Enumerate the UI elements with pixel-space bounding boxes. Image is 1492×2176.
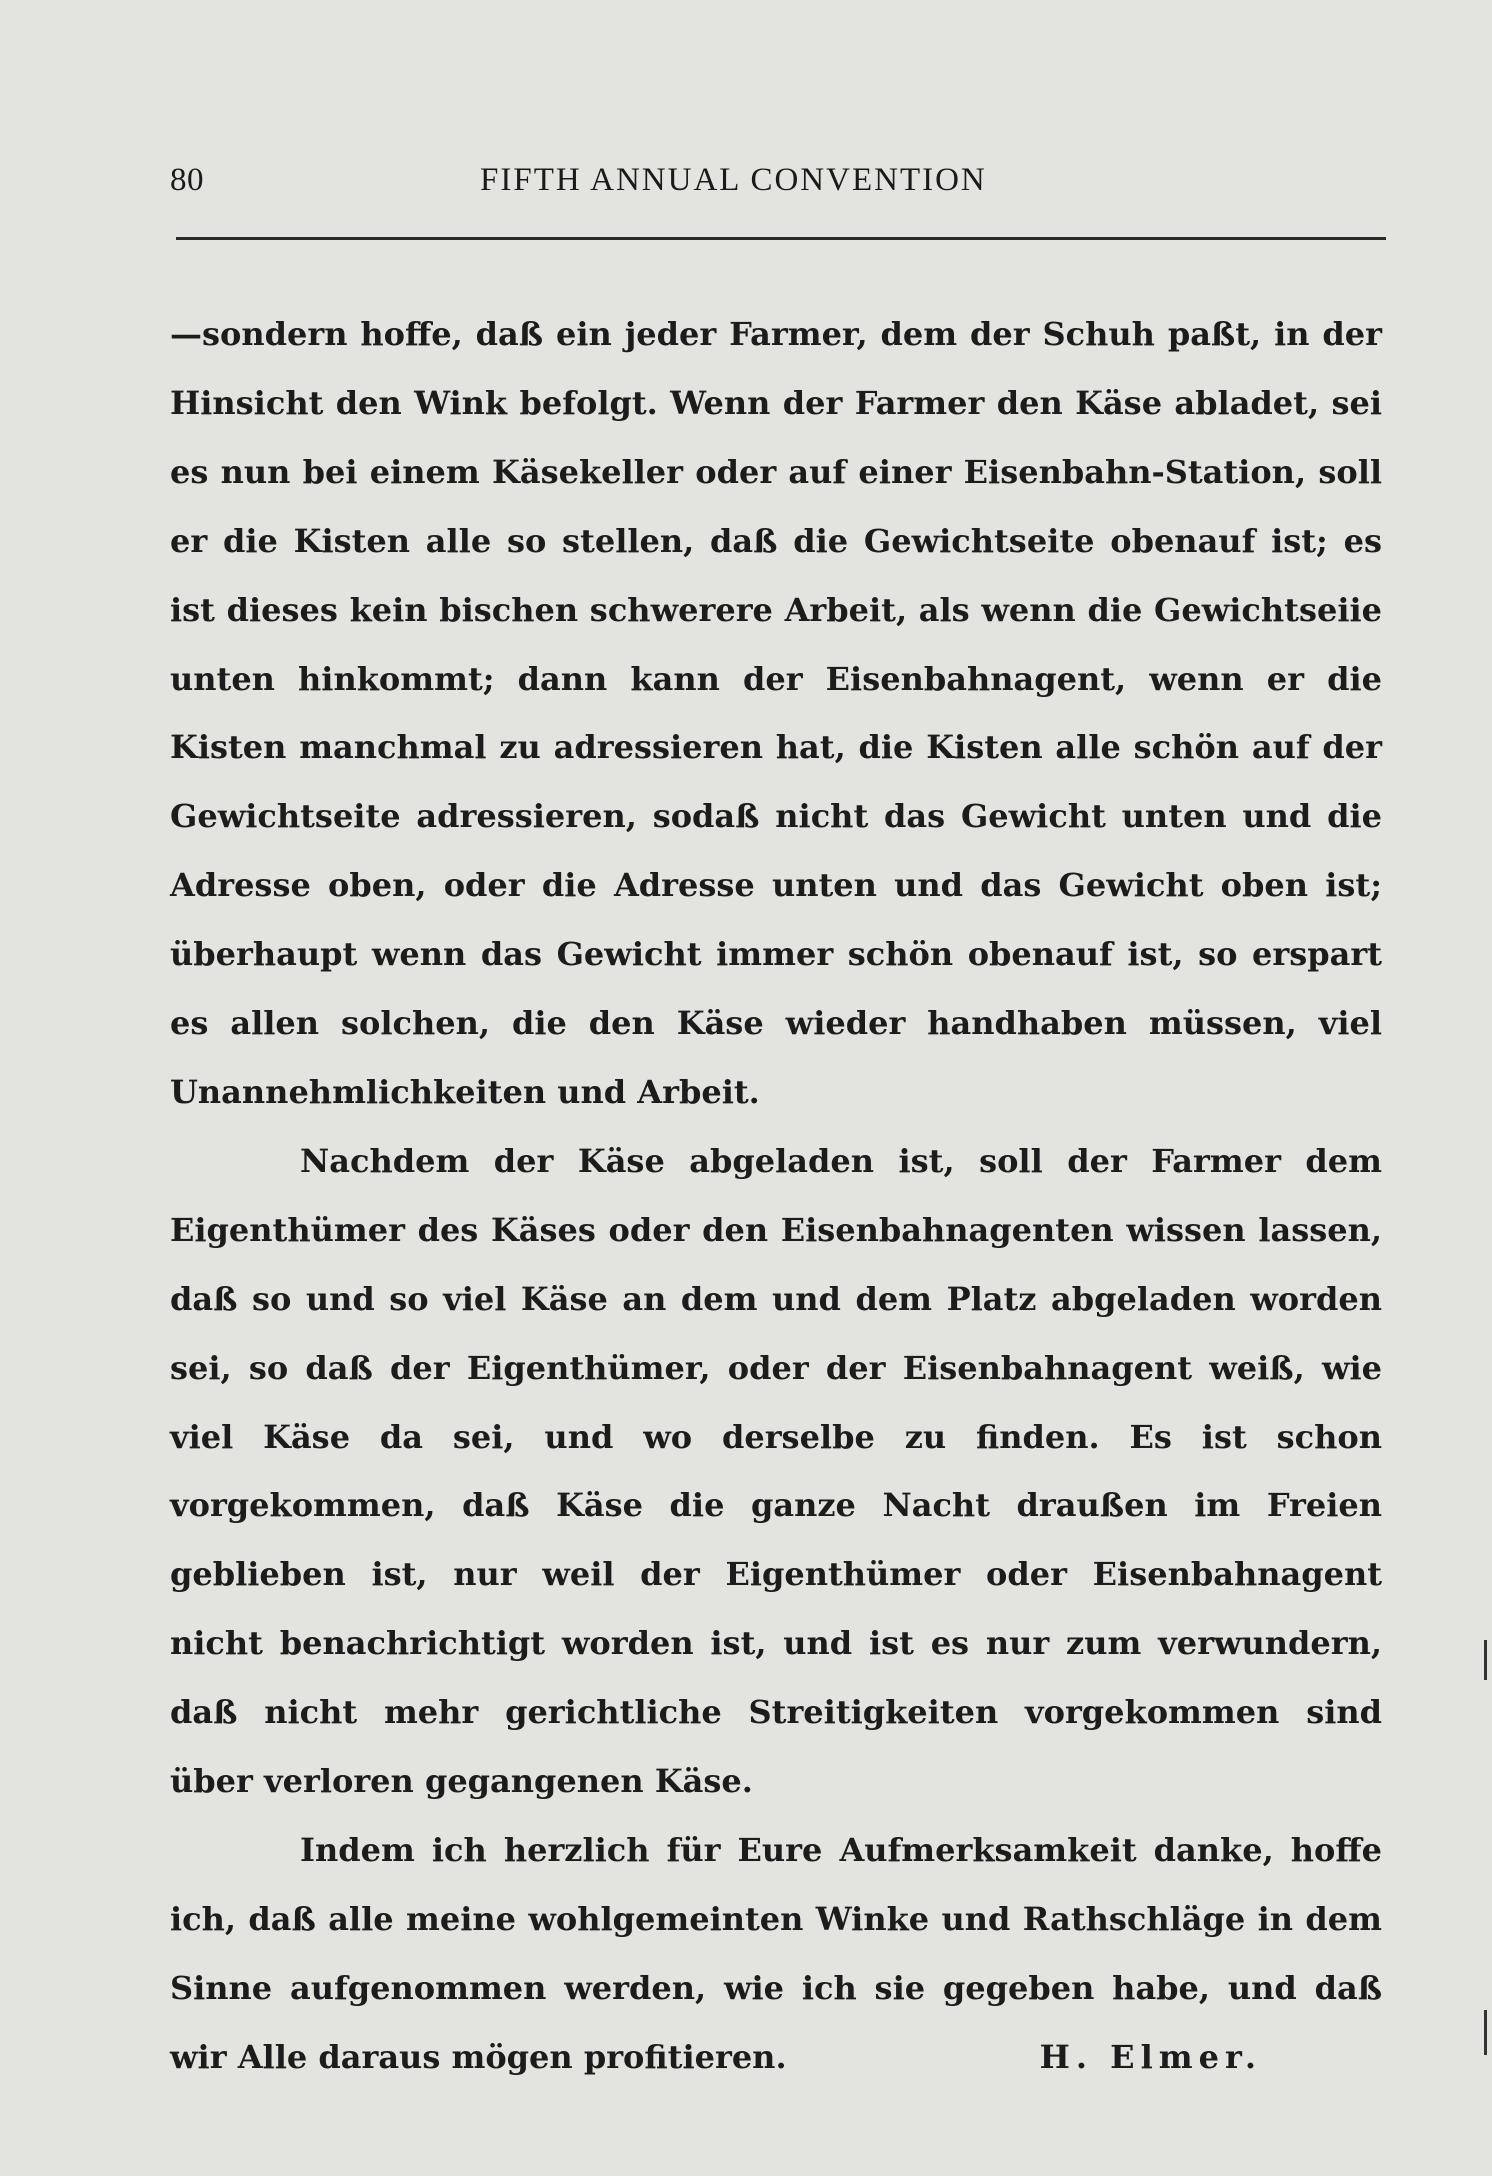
edge-mark-top [1484, 1640, 1487, 1680]
signature: H. Elmer. [1039, 2037, 1262, 2076]
page-number: 80 [170, 162, 204, 198]
paragraph-1: —sondern hoffe, daß ein jeder Farmer, dem der Schuh paßt, in der Hinsicht den Wink befolgt. Wenn der Farmer den Käse abladet, sei es nun bei einem Käsekeller oder auf einer Eisenbahn-Station, soll er die Kisten alle so stellen, daß die Gewichtseite obenauf ist; es ist dieses kein bischen schwerere Arbeit, als wenn die Gewichtseiie unten hinkommt; dann kann der Eisenbahnagent, wenn er die Kisten manchmal zu adressieren hat, die Kisten alle schön auf der Gewichtseite adressieren, sodaß nicht das Gewicht unten und die Adresse oben, oder die Adresse unten und das Gewicht oben ist; überhaupt wenn das Gewicht immer schön obenauf ist, so erspart es allen solchen, die den Käse wieder handhaben müssen, viel Unannehmlichkeiten und Arbeit. [170, 315, 1382, 1111]
edge-mark-bottom [1484, 2010, 1487, 2055]
page-header [170, 162, 1385, 212]
body-text [170, 300, 1382, 2092]
paragraph-2: Nachdem der Käse abgeladen ist, soll der Farmer dem Eigenthümer des Käses oder den Eisenbahnagenten wissen lassen, daß so und so viel Käse an dem und dem Platz abgeladen worden sei, so daß der Eigenthümer, oder der Eisenbahnagent weiß, wie viel Käse da sei, und wo derselbe zu finden. Es ist schon vorgekommen, daß Käse die ganze Nacht draußen im Freien geblieben ist, nur weil der Eigenthümer oder Eisenbahnagent nicht benachrichtigt worden ist, und ist es nur zum verwundern, daß nicht mehr gerichtliche Streitigkeiten vorgekommen sind über verloren gegangenen Käse. [170, 1141, 1382, 1801]
running-head: FIFTH ANNUAL CONVENTION [480, 162, 987, 198]
paragraph-3-text: Indem ich herzlich für Eure Aufmerksamkeit danke, hoffe ich, daß alle meine wohlgemeinten Winke und Rathschläge in dem Sinne aufgenommen werden, wie ich sie gegeben habe, und daß wir Alle daraus mögen profitieren. [170, 1830, 1382, 2076]
paragraph-3 [170, 1816, 1382, 2092]
header-rule [176, 237, 1386, 240]
